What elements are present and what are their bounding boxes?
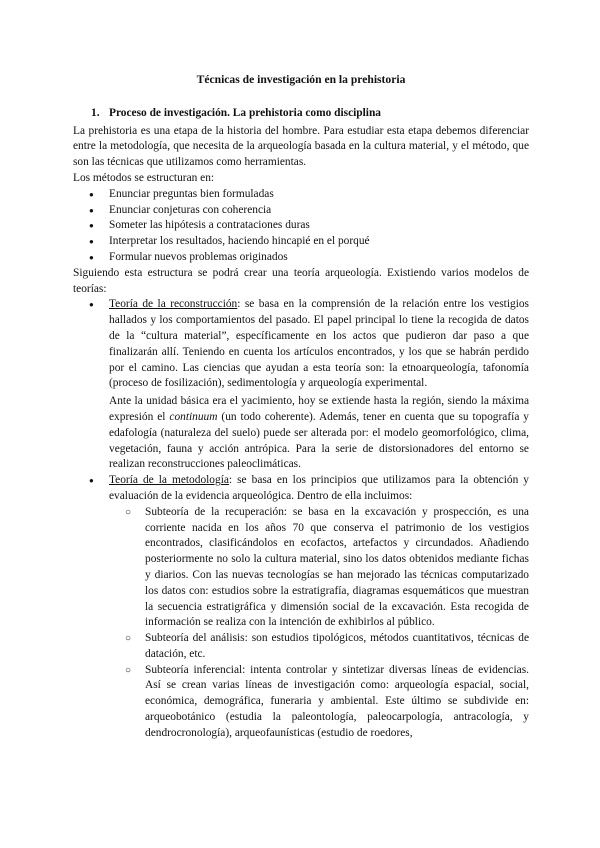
subtheory-list xyxy=(109,505,529,742)
methods-intro: Los métodos se estructuran en: xyxy=(73,171,215,184)
methods-list xyxy=(73,187,529,266)
methods-list-item: ● Formular nuevos problemas originados xyxy=(73,250,529,266)
models-list xyxy=(73,297,529,741)
model-methodology-text: : se basa en los principios que utilizamos para la obtención y evaluación de la evidencia arqueológica. Dentro de ella incluimos: xyxy=(109,474,529,502)
section-heading-text: Proceso de investigación. La prehistoria como disciplina xyxy=(109,106,382,119)
model-methodology-label: Teoría de la metodología xyxy=(109,474,229,487)
methods-list-item: ● Enunciar conjeturas con coherencia xyxy=(73,203,529,219)
section-number: 1. xyxy=(91,106,100,119)
methods-list-item: ● Enunciar preguntas bien formuladas xyxy=(73,187,529,203)
model-reconstruction-label: Teoría de la reconstrucción xyxy=(109,298,238,311)
para2-text-b: (un todo coherente). Además, tener en cuenta que su topografía y edafología (naturaleza del suelo) puede ser alterada por: el modelo geomorfológico, clima, vegetación, fauna y acción antrópica. Para la serie de distorsionadores del entorno se realizan reconstrucciones paleoclimáticas. xyxy=(109,410,530,471)
document-title: Técnicas de investigación en la prehistoria xyxy=(196,73,406,86)
intro-paragraph: La prehistoria es una etapa de la historia del hombre. Para estudiar esta etapa debemos diferenciar entre la metodología, que necesita de la arqueología basada en la cultura material, y el método, que son las técnicas que utilizamos como herramientas. xyxy=(73,124,529,169)
section-heading xyxy=(73,106,529,122)
model-methodology xyxy=(73,473,529,742)
model-reconstruction xyxy=(73,297,529,473)
subtheory-inferential: ○ Subteoría inferencial: intenta controlar y sintetizar diversas líneas de evidencias. Así se crean varias líneas de investigación como: arqueología espacial, social, económica, demográfica, funeraria y ambiental. Este último se subdivide en: arqueobotánico (estudia la paleontología, paleocarpología, antracología, y dendrocronología), arqueofaunísticas (estudio de roedores, xyxy=(109,663,529,742)
document-body xyxy=(73,72,529,742)
para2-text-a: Ante la unidad básica era el yacimiento, hoy se extiende hasta la región, siendo la máxima expresión el xyxy=(109,395,529,423)
model-reconstruction-paragraph-2 xyxy=(109,394,529,473)
models-intro: Siguiendo esta estructura se podrá crear una teoría arqueología. Existiendo varios modelos de teorías: xyxy=(73,266,529,295)
methods-list-item: ● Someter las hipótesis a contrataciones duras xyxy=(73,218,529,234)
methods-list-item: ● Interpretar los resultados, haciendo hincapié en el porqué xyxy=(73,234,529,250)
subtheory-recovery: ○ Subteoría de la recuperación: se basa en la excavación y prospección, es una corriente nacida en los años 70 que conserva el patrimonio de los vestigios encontrados, clasificándolos en ecofactos, artefactos y circundados. Añadiendo posteriormente no solo la cultura material, sino los datos obtenidos mediante fichas y diarios. Con las nuevas tecnologías se han mejorado las técnicas computarizado los datos con: estudios sobre la estratigrafía, diagramas esquemáticos que muestran la secuencia estratigráfica y dimensión social de la excavación. Esta recogida de información se realiza con la intención de exhibirlos al público. xyxy=(109,505,529,631)
subtheory-analysis: ○ Subteoría del análisis: son estudios tipológicos, métodos cuantitativos, técnicas de datación, etc. xyxy=(109,631,529,663)
continuum-term: continuum xyxy=(169,410,218,423)
model-reconstruction-text: : se basa en la comprensión de la relación entre los vestigios hallados y los comportamientos del pasado. El papel principal lo tiene la recogida de datos de la “cultura material”, específicamente en los actos que pudieron dar paso a que finalizarán allí. Teniendo en cuenta los artículos encontrados, y los que se habrán perdido por el camino. Las ciencias que ayudan a esta teoría son: la etnoarqueología, tafonomía (proceso de fosilización), sedimentología y arqueología experimental. xyxy=(109,298,529,390)
